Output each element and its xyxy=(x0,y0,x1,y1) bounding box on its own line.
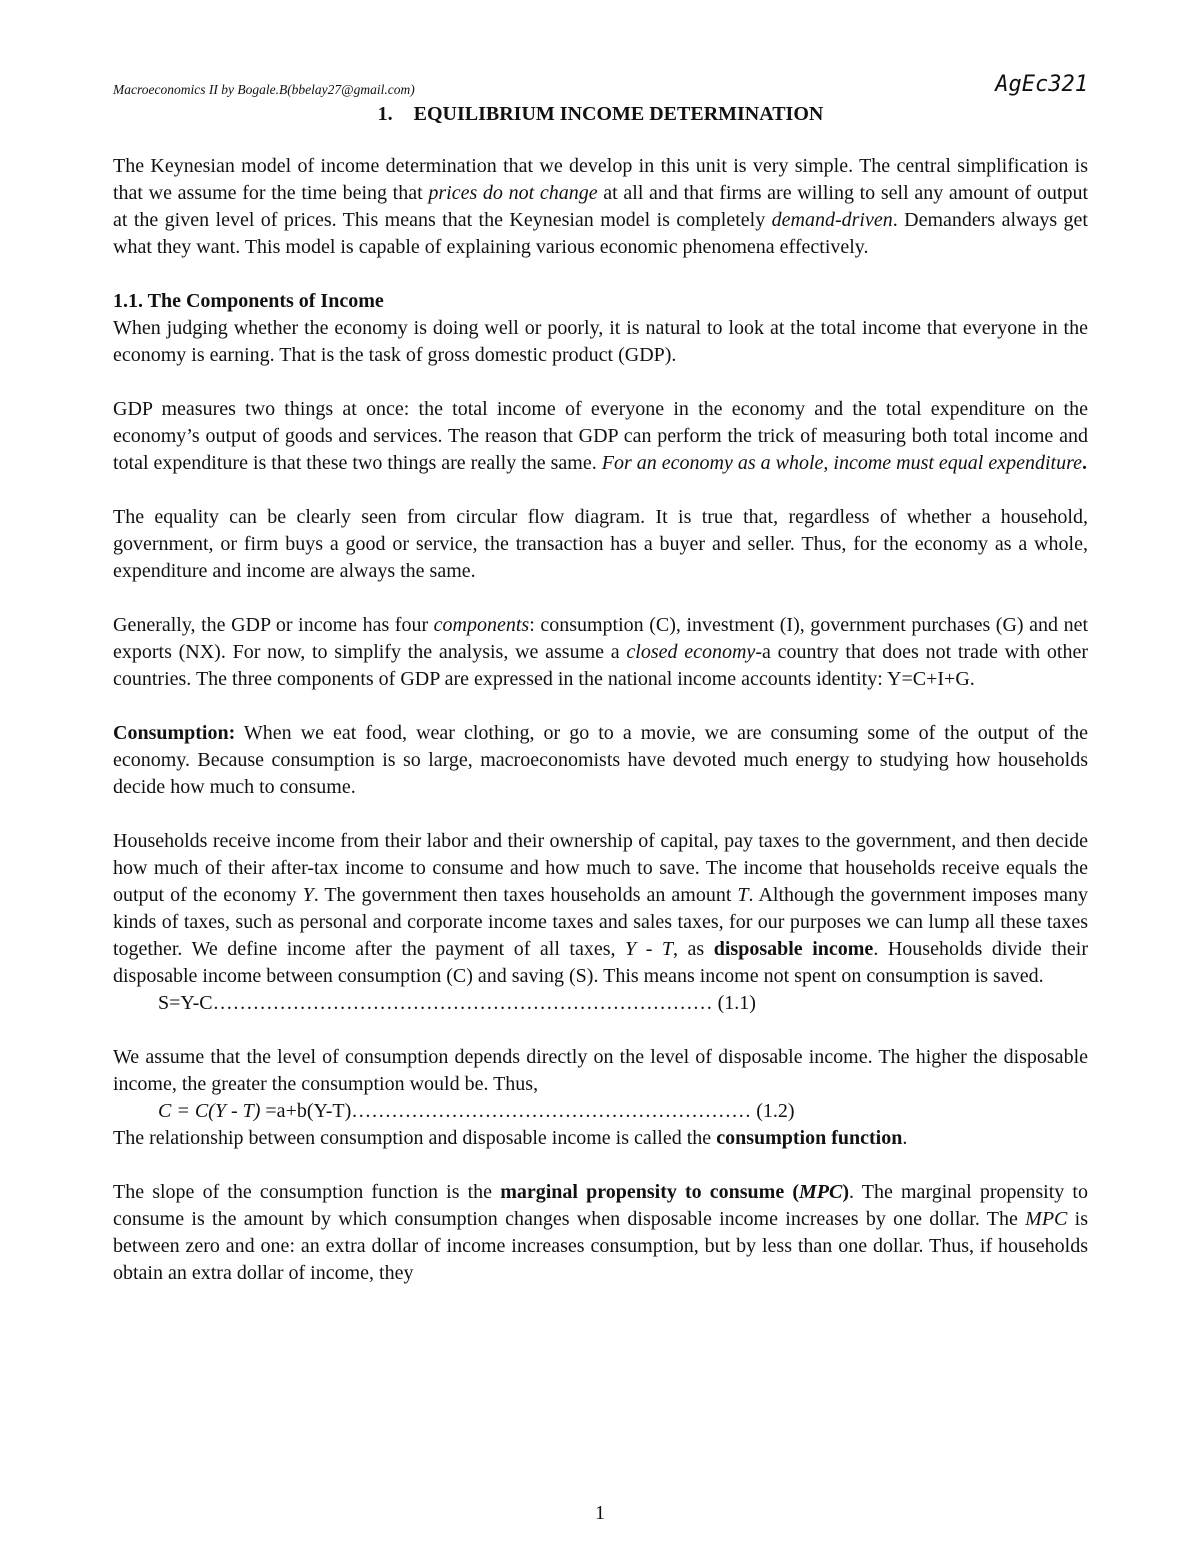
document-body xyxy=(113,153,1088,1287)
term: marginal propensity to consume ( xyxy=(500,1181,799,1203)
text-run: . xyxy=(1082,452,1088,474)
text-run: . The government then taxes households an amount xyxy=(313,884,738,906)
paragraph-circular-flow: The equality can be clearly seen from circular flow diagram. It is true that, regardless of whether a household, government, or firm buys a good or service, the transaction has a buyer and seller. Thus, for the economy as a whole, expenditure and income are always the same. xyxy=(113,506,1088,582)
header-course-code: AgEc321 xyxy=(995,72,1088,97)
text-run: =a+b(Y-T)…………………………………………………… (1.2) xyxy=(260,1100,795,1122)
term: MPC xyxy=(799,1181,843,1203)
text-run: . Although the government imposes many kinds of taxes, such as personal and corporate income taxes and sales taxes, for our purposes we can lump all these taxes together. We define income after the payment of all taxes, xyxy=(113,884,1088,960)
paragraph-mpc xyxy=(113,1179,1088,1287)
text-run: . Demanders always get what they want. This model is capable of explaining various economic phenomena effectively. xyxy=(113,209,1088,258)
text-run: . The marginal propensity to consume is the amount by which consumption changes when disposable income increases by one dollar. The xyxy=(113,1181,1088,1230)
text-run: Households receive income from their labor and their ownership of capital, pay taxes to the government, and then decide how much of their after-tax income to consume and how much to save. The income that households receive equals the output of the economy xyxy=(113,830,1088,906)
text-run: GDP measures two things at once: the total income of everyone in the economy and the total expenditure on the economy’s output of goods and services. The reason that GDP can perform the trick of measuring both total income and total expenditure is that these two things are really the same. xyxy=(113,398,1088,474)
emphasis: C = C(Y - T) xyxy=(158,1100,261,1122)
text-run: . Households divide their disposable income between consumption (C) and saving (S). This means income not spent on consumption is saved. xyxy=(113,938,1088,987)
paragraph-consumption-dependence: We assume that the level of consumption depends directly on the level of disposable income. The higher the disposable income, the greater the consumption would be. Thus, xyxy=(113,1046,1088,1095)
paragraph-intro xyxy=(113,153,1088,261)
text-run: . xyxy=(902,1127,908,1149)
emphasis: components xyxy=(433,614,530,636)
text-run: at all and that firms are willing to sell any amount of output at the given level of prices. This means that the Keynesian model is completely xyxy=(113,182,1089,231)
emphasis: prices do not change xyxy=(428,182,598,204)
term: Consumption: xyxy=(113,722,236,744)
section-heading: 1.1. The Components of Income xyxy=(113,290,384,312)
title-text: EQUILIBRIUM INCOME DETERMINATION xyxy=(413,103,824,125)
term: consumption function xyxy=(716,1127,903,1149)
page-title xyxy=(113,101,1088,127)
text-run: Generally, the GDP or income has four xyxy=(113,614,434,636)
equation-1-2 xyxy=(113,1098,1088,1125)
emphasis: For an economy as a whole, income must equal expenditure xyxy=(601,452,1083,474)
paragraph-gdp-intro: When judging whether the economy is doing well or poorly, it is natural to look at the total income that everyone in the economy is earning. That is the task of gross domestic product (GDP). xyxy=(113,317,1088,366)
paragraph-consumption xyxy=(113,720,1088,801)
text-run: , as xyxy=(673,938,714,960)
header-author: Macroeconomics II by Bogale.B(bbelay27@gmail.com) xyxy=(113,82,415,97)
emphasis: demand-driven xyxy=(771,209,893,231)
paragraph-gdp-measures xyxy=(113,396,1088,477)
paragraph-consumption-function xyxy=(113,1125,1088,1152)
page-number: 1 xyxy=(595,1502,605,1524)
text-run: When we eat food, wear clothing, or go to a movie, we are consuming some of the output of the economy. Because consumption is so large, macroeconomists have devoted much energy to studying how households decide how much to consume. xyxy=(113,722,1088,798)
paragraph-components xyxy=(113,612,1088,693)
emphasis: Y - T xyxy=(625,938,674,960)
term: ) xyxy=(842,1181,850,1203)
text-run: The Keynesian model of income determination that we develop in this unit is very simple. The central simplification is that we assume for the time being that xyxy=(113,155,1088,204)
emphasis: T xyxy=(737,884,749,906)
emphasis: MPC xyxy=(1025,1208,1068,1230)
emphasis: closed economy xyxy=(626,641,756,663)
page-header xyxy=(113,74,1088,104)
equation-1-1: S=Y-C………………………………………………………………… (1.1) xyxy=(158,992,756,1014)
term: disposable income xyxy=(713,938,874,960)
paragraph-households xyxy=(113,828,1088,990)
text-run: The slope of the consumption function is the xyxy=(113,1181,501,1203)
text-run: The relationship between consumption and disposable income is called the xyxy=(113,1127,717,1149)
text-run: -a country that does not trade with other countries. The three components of GDP are expressed in the national income accounts identity: Y=C+I+G. xyxy=(113,641,1088,690)
text-run: : consumption (C), investment (I), government purchases (G) and net exports (NX). For now, to simplify the analysis, we assume a xyxy=(113,614,1088,663)
text-run: is between zero and one: an extra dollar of income increases consumption, but by less than one dollar. Thus, if households obtain an extra dollar of income, they xyxy=(113,1208,1089,1284)
title-number: 1. xyxy=(377,103,393,125)
emphasis: Y xyxy=(302,884,314,906)
